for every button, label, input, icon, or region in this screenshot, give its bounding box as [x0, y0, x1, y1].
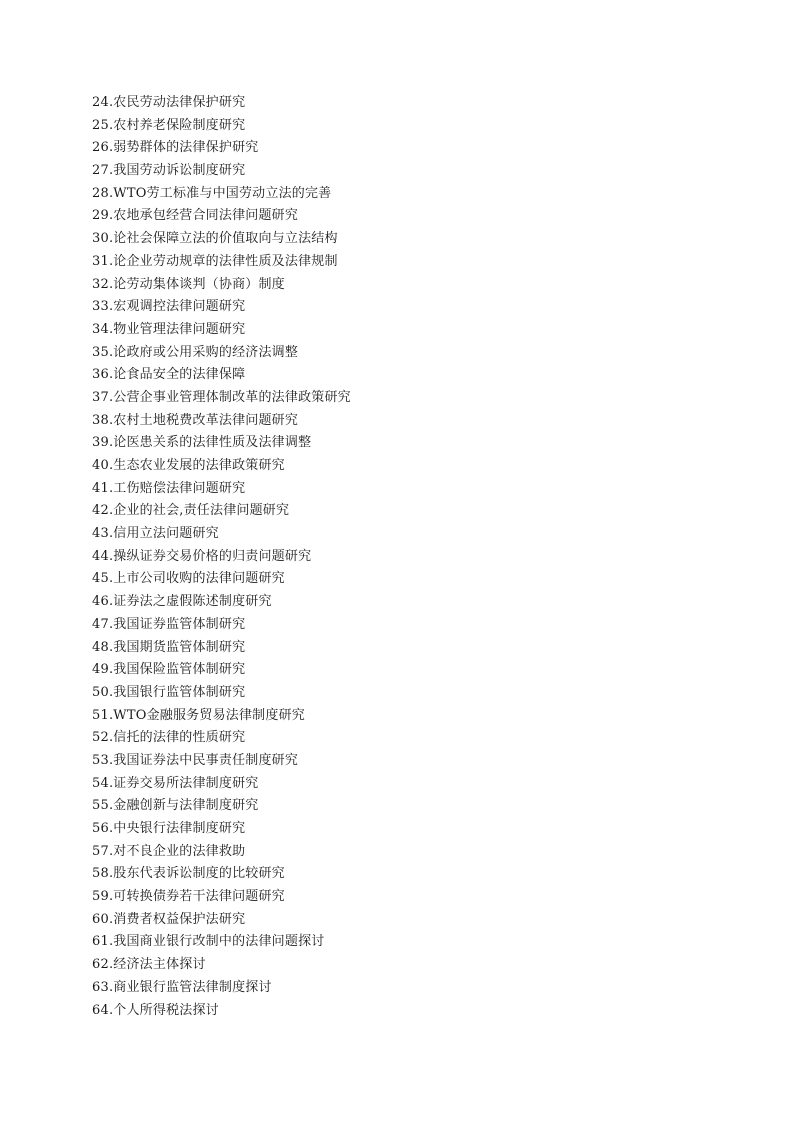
topic-item: 46.证券法之虚假陈述制度研究 [92, 594, 272, 610]
topic-item: 61.我国商业银行改制中的法律问题探讨 [92, 934, 325, 950]
topic-item: 24.农民劳动法律保护研究 [92, 95, 246, 110]
topic-item: 31.论企业劳动规章的法律性质及法律规制 [92, 253, 338, 269]
topic-item: 60.消费者权益保护法研究 [92, 911, 246, 927]
topic-item: 37.公营企事业管理体制改革的法律政策研究 [92, 389, 351, 405]
topic-item: 49.我国保险监管体制研究 [92, 662, 246, 678]
topic-item: 40.生态农业发展的法律政策研究 [92, 458, 285, 473]
topic-list [92, 92, 351, 1022]
topic-item: 47.我国证券监管体制研究 [92, 616, 246, 632]
topic-item: 43.信用立法问题研究 [92, 526, 219, 542]
topic-item: 48.我国期货监管体制研究 [92, 639, 246, 655]
topic-item: 52.信托的法律的性质研究 [92, 730, 246, 746]
topic-item: 42.企业的社会,责任法律问题研究 [92, 503, 290, 519]
topic-item: 25.农村养老保险制度研究 [92, 117, 246, 133]
topic-item: 35.论政府或公用采购的经济法调整 [92, 344, 299, 360]
topic-item: 58.股东代表诉讼制度的比较研究 [92, 866, 285, 882]
topic-item: 34.物业管理法律问题研究 [92, 321, 246, 337]
topic-item: 56.中央银行法律制度研究 [92, 821, 246, 836]
topic-item: 29.农地承包经营合同法律问题研究 [92, 208, 299, 224]
topic-item: 38.农村土地税费改革法律问题研究 [92, 412, 299, 428]
topic-item: 57.对不良企业的法律救助 [92, 843, 246, 859]
topic-item: 63.商业银行监管法律制度探讨 [92, 979, 272, 995]
topic-item: 32.论劳动集体谈判（协商）制度 [92, 276, 285, 292]
topic-item: 28.WTO劳工标准与中国劳动立法的完善 [92, 185, 332, 201]
topic-item: 50.我国银行监管体制研究 [92, 684, 246, 700]
topic-item: 36.论食品安全的法律保障 [92, 367, 246, 383]
topic-item: 54.证券交易所法律制度研究 [92, 775, 259, 791]
topic-item: 27.我国劳动诉讼制度研究 [92, 163, 246, 179]
topic-item: 30.论社会保障立法的价值取向与立法结构 [92, 231, 338, 247]
topic-item: 39.论医患关系的法律性质及法律调整 [92, 435, 312, 451]
topic-item: 41.工伤赔偿法律问题研究 [92, 480, 246, 496]
topic-item: 53.我国证券法中民事责任制度研究 [92, 752, 299, 768]
topic-item: 64.个人所得税法探讨 [92, 1002, 219, 1018]
topic-item: 45.上市公司收购的法律问题研究 [92, 571, 285, 587]
topic-item: 62.经济法主体探讨 [92, 957, 206, 973]
topic-item: 59.可转换债券若干法律问题研究 [92, 889, 285, 905]
topic-item: 51.WTO金融服务贸易法律制度研究 [92, 707, 305, 723]
topic-item: 26.弱势群体的法律保护研究 [92, 140, 259, 156]
topic-item: 33.宏观调控法律问题研究 [92, 299, 246, 315]
topic-item: 44.操纵证券交易价格的归责问题研究 [92, 548, 312, 564]
topic-item: 55.金融创新与法律制度研究 [92, 798, 259, 814]
